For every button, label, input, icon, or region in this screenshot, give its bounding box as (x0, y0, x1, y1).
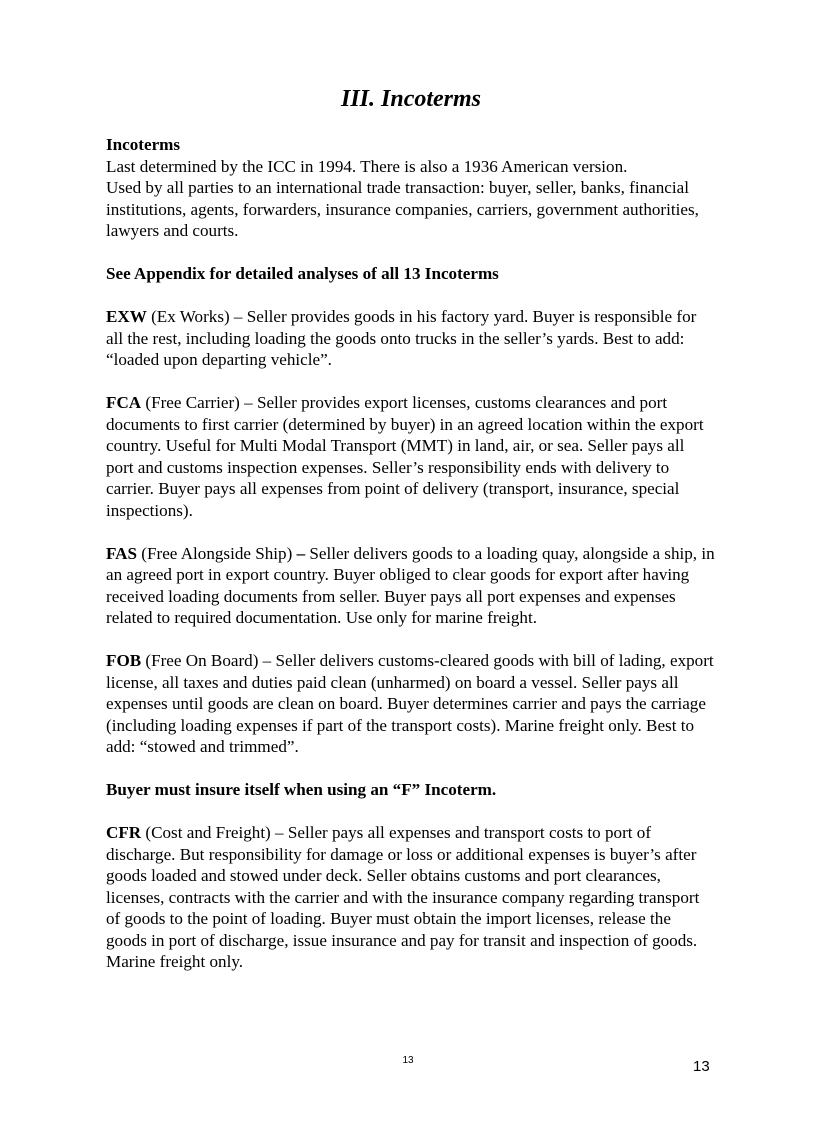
page-title: III. Incoterms (340, 86, 482, 112)
term-code: FCA (106, 393, 142, 412)
term-text: Seller delivers customs-cleared goods with bill of lading, export license, all taxes and duties paid clean (unharmed) on board a vessel. Seller pays all expenses until goods are clean on board. Buyer determines carrier and pays the carriage (including loading expenses if part of the transport costs). Marine freight only. Best to add: “stowed and trimmed”. (106, 651, 714, 756)
term-name: (Free Alongside Ship) (137, 543, 297, 563)
term-dash: – (296, 543, 306, 563)
intro-line-1: Last determined by the ICC in 1994. There is also a 1936 American version. (106, 156, 628, 176)
term-name: (Cost and Freight) – (141, 823, 288, 842)
term-text: Seller provides export licenses, customs clearances and port documents to first carrier (determined by buyer) in an agreed location within the export country. Useful for Multi Modal Transport (MMT) in land, air, or sea. Seller pays all port and customs inspection expenses. Seller’s responsibility ends with delivery to carrier. Buyer pays all expenses from point of delivery (transport, insurance, special inspections). (106, 393, 704, 520)
term-code: FAS (106, 543, 138, 563)
term-fca (106, 392, 716, 521)
term-fob (106, 650, 716, 758)
intro-heading-text: Incoterms (106, 135, 181, 154)
term-code: CFR (106, 823, 142, 842)
f-incoterm-note (106, 779, 716, 801)
term-code: FOB (106, 651, 142, 670)
term-text: Seller provides goods in his factory yard. Buyer is responsible for all the rest, including loading the goods onto trucks in the seller’s yards. Best to add: “loaded upon departing vehicle”. (106, 307, 697, 369)
term-name: (Ex Works) – (146, 307, 247, 326)
term-exw (106, 306, 716, 371)
f-incoterm-note-text: Buyer must insure itself when using an “F” Incoterm. (106, 780, 497, 799)
term-fas (106, 543, 716, 629)
document-body (106, 134, 716, 994)
term-name: (Free Carrier) – (141, 393, 257, 412)
appendix-note-text: See Appendix for detailed analyses of all 13 Incoterms (106, 264, 499, 283)
intro-heading (106, 134, 716, 156)
term-text: Seller delivers goods to a loading quay, alongside a ship, in an agreed port in export country. Buyer obliged to clear goods for export after having received loading documents from seller. Buyer pays all port expenses and expenses related to required documentation. Use only for marine freight. (106, 543, 715, 627)
intro-line-2: Used by all parties to an international trade transaction: buyer, seller, banks, financial institutions, agents, forwarders, insurance companies, carriers, government authorities, lawyers and courts. (106, 178, 699, 240)
term-text: Seller pays all expenses and transport costs to port of discharge. But responsibility for damage or loss or additional expenses is buyer’s after goods loaded and stowed under deck. Seller obtains customs and port clearances, licenses, contracts with the carrier and with the insurance company regarding transport of goods to the point of loading. Buyer must obtain the import licenses, release the goods in port of discharge, issue insurance and pay for transit and inspection of goods. Marine freight only. (106, 823, 700, 971)
term-cfr (106, 822, 716, 973)
page-number-center: 13 (402, 1055, 414, 1066)
term-name: (Free On Board) – (141, 651, 276, 670)
page-number-right: 13 (693, 1058, 710, 1075)
term-code: EXW (106, 307, 147, 326)
appendix-note (106, 263, 716, 285)
